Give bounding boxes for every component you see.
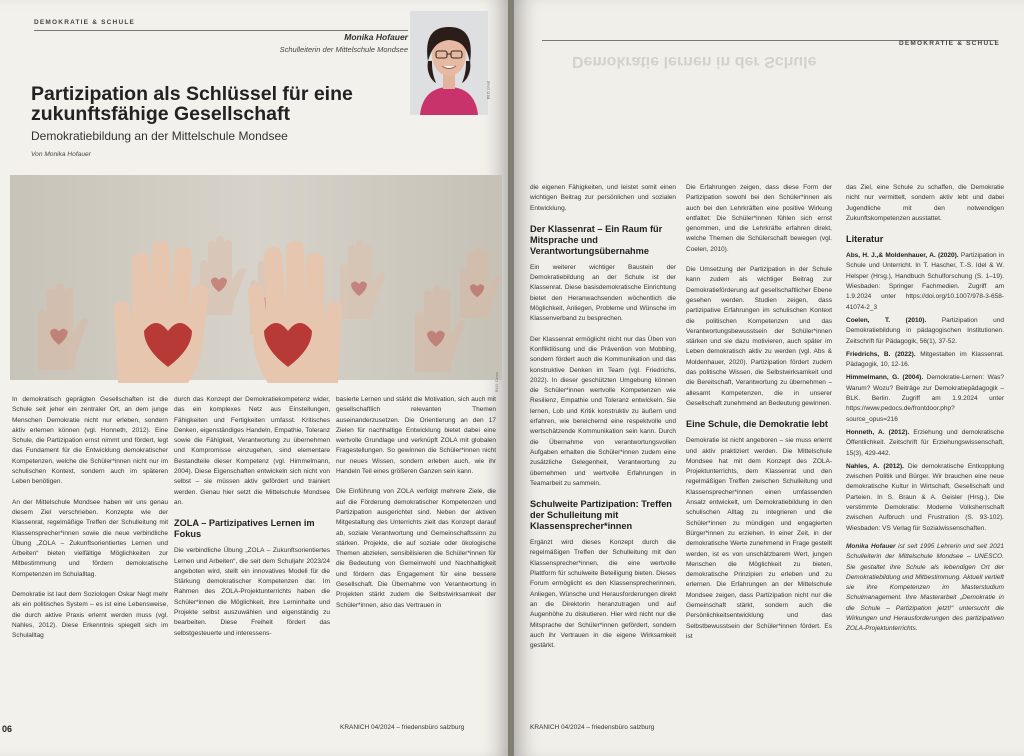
bio-text: ist seit 1995 Lehrerin und seit 2021 Schulleiterin der Mittelschule Mondsee – UNESCO. Sie gestaltet ihre Schule als lebendigen Ort der Demokratiebildung und Mitbestimmung. Aktuell vertieft sie ihre Kompetenzen im Masterstudium Schulmanagement. Ihre Masterarbeit „Demokratie in die Schule – Partizipation jetzt!“ untersucht die Wirkungen und Herausforderungen des partizipativen ZOLA-Projektunterrichts. (846, 542, 1004, 633)
author-name: Monika Hofauer (344, 32, 408, 42)
header-rule (34, 30, 408, 31)
reference-item: Coelen, T. (2010). Partizipation und Demokratiebildung in pädagogischen Institutionen. Zeitschrift für Pädagogik, 56(1), 37-52. (846, 316, 1004, 345)
column-2 (174, 395, 330, 649)
section-tag: DEMOKRATIE & SCHULE (899, 40, 1001, 47)
paragraph: das Ziel, eine Schule zu schaffen, die Demokratie nicht nur vermittelt, sondern aktiv lebt und dabei Jugendliche mit den notwendigen Zukunftskompetenzen ausstattet. (846, 184, 1004, 222)
column-1 (530, 183, 676, 661)
section-heading: ZOLA – Partizipatives Lernen im Fokus (174, 518, 315, 540)
author-bio (846, 542, 1004, 635)
paragraph: Der Klassenrat ermöglicht nicht nur das Üben von Konfliktlösung und die Prävention von Mobbing, sondern fördert auch die Kommunikation und das konstruktive Denken im Team (vgl. Friedrichs, 2022). In dieser geschützten Umgebung können die Schüler*innen wertvolle Kompetenzen wie Resilienz, Empathie und Toleranz entwickeln. Sie lernen, Lob und Kritik konstruktiv zu äußern und erfahren, wie bereichernd eine respektvolle und wertschätzende Kommunikation sein kann. Durch die Übernahme von verantwortungsvollen Aufgaben erhalten die Schüler*innen zudem eine zusätzliche Gelegenheit, Verantwortung zu übernehmen und wertvolle Erfahrungen in Teamarbeit zu sammeln. (530, 335, 676, 487)
paragraph: basierte Lernen und stärkt die Motivation, sich auch mit gesellschaftlich relevanten Themen auseinanderzusetzen. Die Orientierung an den 17 Zielen für nachhaltige Entwicklung bietet dabei eine wertvolle Grundlage und verknüpft ZOLA mit globalen Fragestellungen. So gewinnen die Schüler*innen nicht nur neues Wissen, sondern erleben auch, wie ihr Handeln Teil eines größeren Ganzen sein kann. (336, 396, 496, 476)
section-heading: Eine Schule, die Demokratie lebt (686, 419, 828, 430)
column-3 (846, 183, 1004, 645)
page-number: 06 (2, 724, 13, 734)
byline: Von Monika Hofauer (31, 151, 91, 158)
paragraph: Die Erfahrungen zeigen, dass diese Form der Partizipation sowohl bei den Schüler*innen als auch bei den Lehrkräften eine positive Wirkung entfaltet: Die Schüler*innen fühlen sich ernst genommen, und die Lehrkräfte erfahren direkt, welche Themen die Schülerschaft bewegen (vgl. Coelen, 2010). (686, 184, 832, 253)
section-heading: Der Klassenrat – Ein Raum für Mitsprache und Verantwortungsübernahme (530, 223, 663, 256)
reference-item: Honneth, A. (2012). Erziehung und demokratische Öffentlichkeit. Zeitschrift für Erziehungswissenschaft, 15(3), 429-442. (846, 428, 1004, 457)
literature-heading: Literatur (846, 234, 884, 245)
portrait-credit: BILD: privat (486, 81, 490, 100)
show-through-text (572, 52, 832, 132)
section-tag: DEMOKRATIE & SCHULE (34, 19, 136, 26)
hero-credit: BILD: Canva (495, 372, 499, 392)
author-box (258, 32, 408, 54)
raised-hands-with-hearts-photo-icon (10, 175, 502, 380)
paragraph: Ergänzt wird dieses Konzept durch die regelmäßigen Treffen der Schulleitung mit den Klassensprecher*innen, die eine wertvolle Plattform für schulweite Beteiligung bieten. Dieses Forum ermöglicht es den Klassensprecherinnen, Anliegen, Wünsche und Herausforderungen direkt an die Direktorin heranzutragen und auf Augenhöhe zu diskutieren. Hier wird nicht nur die Mitsprache der Schüler*innen gefördert, sondern auch ihr Vertrauen in die eigene Wirksamkeit gestärkt. (530, 539, 676, 650)
author-role: Schulleiterin der Mittelschule Mondsee (279, 45, 408, 54)
reference-item: Himmelmann, G. (2004). Demokratie-Lernen: Was? Warum? Wozu? Beiträge zur Demokratiepädagogik – BLK. Berlin. Zugriff am 1.9.2024 unter https://www.pedocs.de/frontdoor.php?source_opus=216 (846, 374, 1004, 423)
article-subtitle: Demokratiebildung an der Mittelschule Mondsee (31, 129, 288, 143)
paragraph: durch das Konzept der Demokratiekompetenz wider, das ein komplexes Netz aus Einstellungen, Fähigkeiten und Fertigkeiten umfasst. Kritisches Denken, eigenständiges Handeln, Empathie, Toleranz sowie die Fähigkeit, Verantwortung zu übernehmen und Kompromisse einzugehen, sind elementare Bestandteile dieser Kompetenz (vgl. Himmelmann, 2004). Diese Eigenschaften entwickeln sich nicht von selbst – sie müssen aktiv gefördert und trainiert werden. Genau hier setzt die Mittelschule Mondsee an. (174, 396, 330, 506)
article-title: Partizipation als Schlüssel für eine zukunftsfähige Gesellschaft (31, 83, 353, 125)
hero-image (10, 175, 502, 392)
section-heading: Schulweite Partizipation: Treffen der Schulleitung mit Klassensprecher*innen (530, 499, 672, 532)
page-footer: KRANICH 04/2024 – friedensbüro salzburg (530, 724, 655, 731)
reference-item: Friedrichs, B. (2022). Mitgestalten im Klassenrat. Pädagogik, 10, 12-16. (846, 350, 1004, 369)
paragraph: In demokratisch geprägten Gesellschaften ist die Schule seit jeher ein zentraler Ort, an dem junge Menschen Demokratie nicht nur erleben, sondern aktiv erlernen können (vgl. Honneth, 2012). Eine Schule, die Partizipation ernst nimmt und fördert, legt das Fundament für die Entwicklung demokratischer Kompetenzen, welche die Schüler*innen nicht nur im schulischen Kontext, sondern auch im späteren Leben benötigen. (12, 396, 168, 486)
column-2 (686, 183, 832, 652)
paragraph: An der Mittelschule Mondsee haben wir uns genau diesem Ziel verschrieben. Konzepte wie der Klassenrat, regelmäßige Treffen der Schulleitung mit Klassensprecher*innen sowie die neue verbindliche Übung „ZOLA – Zukunftsorientiertes Lernen und Arbeiten“ bieten vielfältige Möglichkeiten zur Mitbestimmung und fördern demokratische Kompetenzen im Schulalltag. (12, 498, 168, 578)
paragraph: Demokratie ist laut dem Soziologen Oskar Negt mehr als ein politisches System – es ist eine Lebensweise, die durch aktive Praxis erlernt werden muss (vgl. Nahles, 2012). Diese Erkenntnis spiegelt sich im Schulalltag (12, 591, 168, 640)
column-1 (12, 395, 168, 652)
reference-item: Abs, H. J.,& Moldenhauer, A. (2020). Partizipation in Schule und Unterricht. In T. Hascher, T.-S. Idel & W. Helsper (Hrsg.), Handbuch Schulforschung (S. 1–19). Wiesbaden: Springer Fachmedien. Zugriff am 1.9.2024 unter https://doi.org/10.1007/978-3-658-41074-2_3 (846, 252, 1004, 311)
ghost-title: Demokratie lernen in der Schule (572, 53, 817, 70)
paragraph: die eigenen Fähigkeiten, und leistet somit einen wichtigen Beitrag zur persönlichen und sozialen Entwicklung. (530, 184, 676, 212)
column-3 (336, 395, 496, 621)
bio-name: Monika Hofauer (846, 542, 896, 550)
left-page (0, 0, 508, 756)
paragraph: Demokratie ist nicht angeboren – sie muss erlernt und aktiv praktiziert werden. Die Mittelschule Mondsee hat mit dem Konzept des ZOLA-Projektunterrichts, dem Klassenrat und den regelmäßigen Treffen zwischen Schulleitung und Klassensprecher*innen einen umfassenden Ansatz entwickelt, um Demokratiebildung in den schulischen Alltag zu integrieren und die Schüler*innen zu mündigen und engagierten Bürger*innen zu erziehen. In einer Zeit, in der demokratische Werte zunehmend in Frage gestellt werden, ist es von unschätzbarem Wert, jungen Menschen die Möglichkeit zu bieten, demokratische Prinzipien zu erleben und zu erlernen. Die Erfahrungen an der Mittelschule Mondsee zeigen, dass Partizipation nicht nur die Gemeinschaft stärkt, sondern auch die Persönlichkeitsentwicklung und das Selbstbewusstsein der Schüler*innen fördert. Es ist (686, 437, 832, 640)
author-portrait (410, 11, 488, 115)
paragraph: Die verbindliche Übung „ZOLA – Zukunftsorientiertes Lernen und Arbeiten“, die seit dem Schuljahr 2023/24 angeboten wird, stellt ein innovatives Modell für die Stärkung demokratischer Kompetenzen dar. Im Rahmen des ZOLA-Projektunterrichts haben die Schüler*innen die Möglichkeit, ihre Lerninhalte und Projekte selbst auszuwählen und eigenständig zu bearbeiten. Diese Freiheit fördert das selbstgesteuerte und interessens- (174, 547, 330, 637)
paragraph: Ein weiterer wichtiger Baustein der Demokratiebildung an der Schule ist der Klassenrat. Diese basisdemokratische Einrichtung bietet den Heranwachsenden wöchentlich die Möglichkeit, Anliegen, Probleme und Wünsche im Klassenverband zu besprechen. (530, 263, 676, 323)
portrait-photo-icon (410, 11, 488, 115)
paragraph: Die Einführung von ZOLA verfolgt mehrere Ziele, die auf die Förderung demokratischer Kompetenzen und Partizipation ausgerichtet sind. Neben der aktiven Mitgestaltung des Unterrichts zielt das Konzept darauf ab, soziale Verantwortung und Gemeinschaftssinn zu stärken. Projekte, die auf soziale oder ökologische Themen abzielen, sensibilisieren die Schüler*innen für die Bedeutung von Gemeinwohl und Nachhaltigkeit und fördern das Engagement für eine bessere Gesellschaft. Die Übernahme von Verantwortung in Projekten stärkt zudem die Selbstwirksamkeit der Schüler*innen, also das Vertrauen in (336, 488, 496, 609)
page-footer: KRANICH 04/2024 – friedensbüro salzburg (340, 724, 465, 731)
reference-item: Nahles, A. (2012). Die demokratische Entkopplung zwischen Politik und Bürger. Wir brauchen eine neue demokratische Kultur in Wirtschaft, Gesellschaft und Parteien. In S. Braun & A. Geisler (Hrsg.), Die verstimmte Demokratie: Moderne Volksherrschaft zwischen Aufbruch und Frustration (S. 93-102). Wiesbaden: VS Verlag für Sozialwissenschaften. (846, 462, 1004, 532)
paragraph: Die Umsetzung der Partizipation in der Schule kann zudem als wichtiger Beitrag zur Demokratieförderung auf gesellschaftlicher Ebene gesehen werden. Studien zeigen, dass partizipative Erfahrungen im schulischen Kontext die politischen Kompetenzen und das Verantwortungsbewusstsein der Schüler*innen stärken und sie dazu motivieren, auch später im Leben demokratisch aktiv zu werden (vgl. Abs & Moldenhauer, 2020). Partizipation fördert zudem das politische Wissen, die Selbstwirksamkeit und die Bereitschaft, Verantwortung zu übernehmen – allesamt Kompetenzen, die in unserer Gesellschaft zunehmend an Bedeutung gewinnen. (686, 266, 832, 407)
